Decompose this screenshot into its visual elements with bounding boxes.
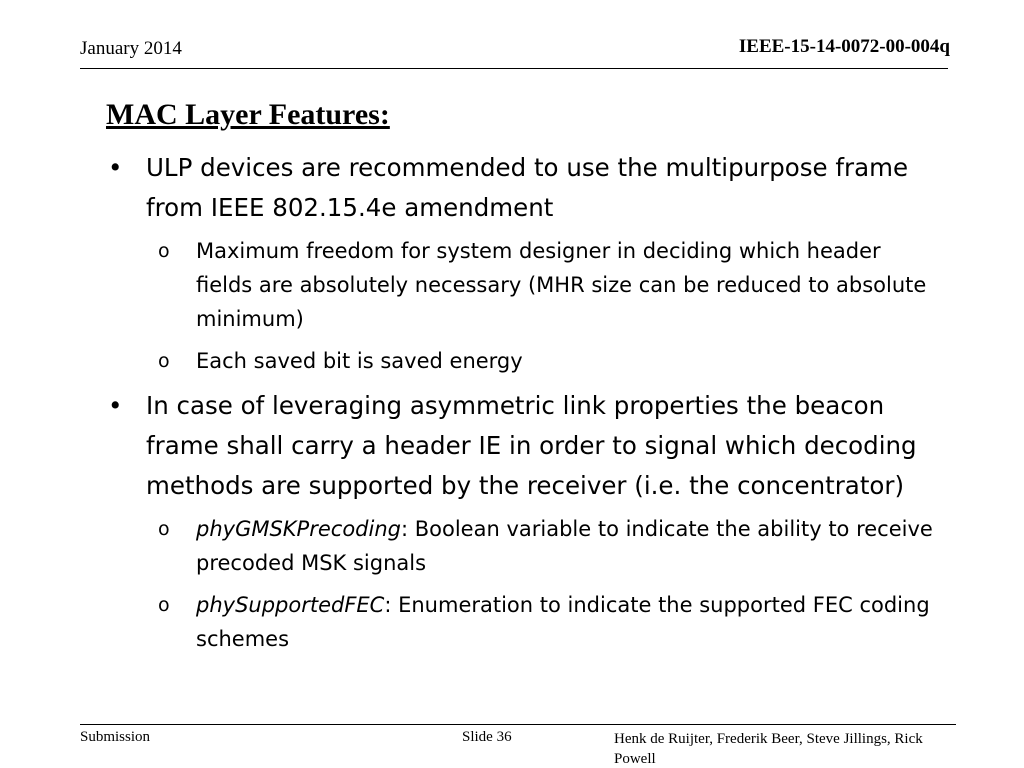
footer-rule xyxy=(80,724,956,725)
bullet-1-sub-1-text: Maximum freedom for system designer in deciding which header fields are absolutely necessary (MHR size can be reduced to absolute minimum) xyxy=(196,239,927,331)
bullet-1-marker: • xyxy=(108,153,123,182)
slide-title: MAC Layer Features: xyxy=(106,98,390,131)
footer-authors: Henk de Ruijter, Frederik Beer, Steve Jillings, Rick Powell xyxy=(614,731,923,767)
header-date: January 2014 xyxy=(80,38,182,59)
sub-bullet-marker: o xyxy=(158,350,170,372)
bullet-2 xyxy=(106,386,936,506)
bullet-1-sub-1 xyxy=(106,234,936,336)
bullet-1-sub-2 xyxy=(106,344,936,378)
bullet-2-sub-2 xyxy=(106,588,936,656)
bullet-2-sub-2-text: : Enumeration to indicate the supported FEC coding schemes xyxy=(196,593,930,651)
bullet-2-marker: • xyxy=(108,391,123,420)
bullet-1 xyxy=(106,148,936,228)
header-doc-id: IEEE-15-14-0072-00-004q xyxy=(738,36,950,57)
bullet-2-sub-2-term: phySupportedFEC xyxy=(196,593,385,617)
footer-submission: Submission xyxy=(80,729,151,745)
bullet-1-text: ULP devices are recommended to use the multipurpose frame from IEEE 802.15.4e amendment xyxy=(146,153,909,222)
bullet-2-text: In case of leveraging asymmetric link properties the beacon frame shall carry a header IE in order to signal which decoding methods are supported by the receiver (i.e. the concentrator) xyxy=(146,391,917,500)
bullet-2-sub-1-text: : Boolean variable to indicate the ability to receive precoded MSK signals xyxy=(196,517,933,575)
bullet-1-sub-2-text: Each saved bit is saved energy xyxy=(196,349,523,373)
footer-slide-number: Slide 36 xyxy=(462,729,512,745)
sub-bullet-marker: o xyxy=(158,594,170,616)
sub-bullet-marker: o xyxy=(158,240,170,262)
header-rule xyxy=(80,68,948,69)
bullet-2-sub-1 xyxy=(106,512,936,580)
sub-bullet-marker: o xyxy=(158,518,170,540)
slide-body xyxy=(106,148,936,664)
bullet-2-sub-1-term: phyGMSKPrecoding xyxy=(196,517,401,541)
